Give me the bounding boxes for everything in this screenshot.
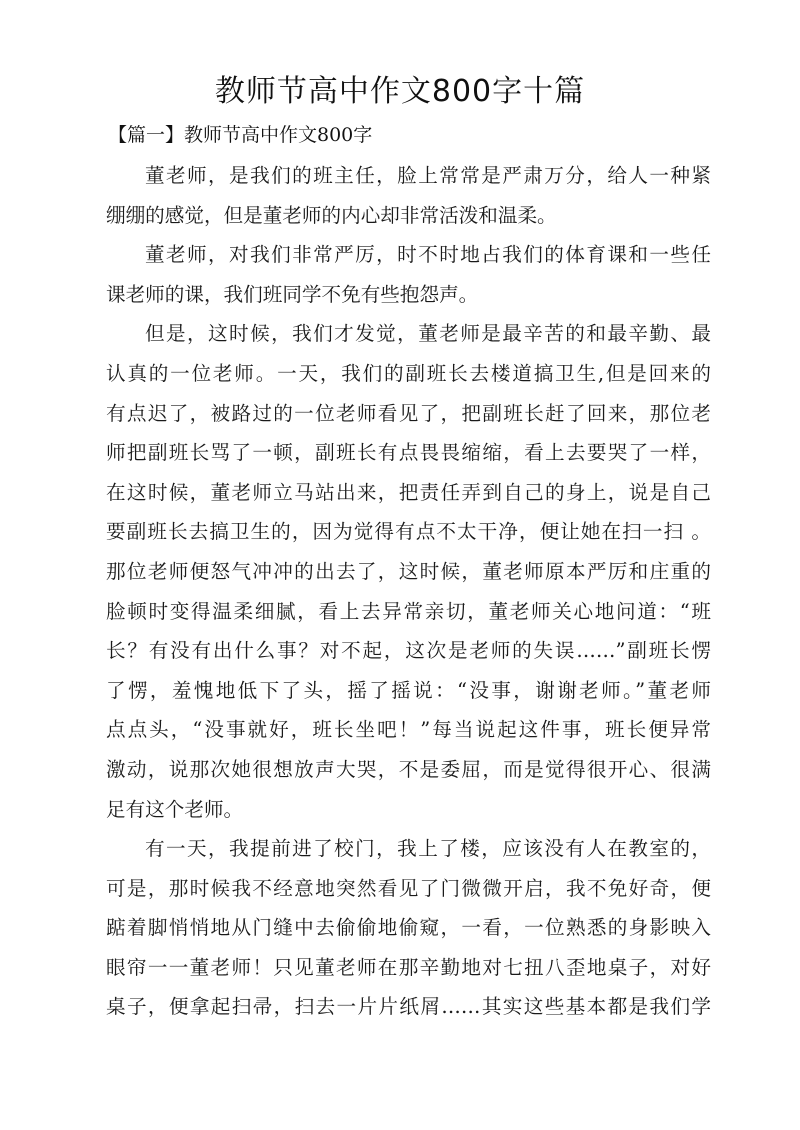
text-line: 那位老师便怒气冲冲的出去了，这时候，董老师原本严厉和庄重的: [106, 559, 711, 583]
document-title: 教师节高中作文800字十篇: [214, 74, 586, 109]
text-line: 脸顿时变得温柔细腻，看上去异常亲切，董老师关心地问道：“班: [106, 599, 711, 623]
text-line: 足有这个老师。: [106, 797, 244, 821]
text-line: 认真的一位老师。一天，我们的副班长去楼道搞卫生,但是回来的: [106, 361, 711, 385]
text-line: 课老师的课，我们班同学不免有些抱怨声。: [106, 282, 479, 306]
text-line: 长？有没有出什么事？对不起，这次是老师的失误……”副班长愣: [106, 639, 711, 663]
text-line: 师把副班长骂了一顿，副班长有点畏畏缩缩，看上去要哭了一样，: [106, 441, 711, 465]
text-line: 桌子，便拿起扫帚，扫去一片片纸屑……其实这些基本都是我们学: [106, 995, 711, 1019]
text-line: 可是，那时候我不经意地突然看见了门微微开启，我不免好奇，便: [106, 876, 711, 900]
text-line: 踮着脚悄悄地从门缝中去偷偷地偷窥，一看，一位熟悉的身影映入: [106, 916, 711, 940]
text-line: 董老师，是我们的班主任，脸上常常是严肃万分，给人一种紧: [145, 164, 711, 187]
text-line: 有一天，我提前进了校门，我上了楼，应该没有人在教室的，: [145, 837, 711, 861]
text-line: 在这时候，董老师立马站出来，把责任弄到自己的身上，说是自己: [106, 480, 711, 504]
text-line: 点点头，“没事就好，班长坐吧！”每当说起这件事，班长便异常: [106, 718, 711, 742]
text-line: 眼帘一一董老师！只见董老师在那辛勤地对七扭八歪地桌子，对好: [106, 955, 711, 979]
text-line: 董老师，对我们非常严厉，时不时地占我们的体育课和一些任: [145, 243, 711, 267]
text-line: 了愣，羞愧地低下了头，摇了摇说：“没事，谢谢老师。”董老师: [106, 678, 711, 702]
section-heading: 【篇一】教师节高中作文800字: [108, 124, 373, 146]
essay-body: [106, 156, 711, 1027]
text-line: 有点迟了，被路过的一位老师看见了，把副班长赶了回来，那位老: [106, 401, 711, 425]
text-line: 激动，说那次她很想放声大哭，不是委屈，而是觉得很开心、很满: [106, 757, 711, 781]
text-line: 要副班长去搞卫生的，因为觉得有点不太干净，便让她在扫一扫 。: [106, 520, 711, 544]
text-line: 绷绷的感觉，但是董老师的内心却非常活泼和温柔。: [106, 203, 557, 227]
text-line: 但是，这时候，我们才发觉，董老师是最辛苦的和最辛勤、最: [145, 322, 711, 346]
